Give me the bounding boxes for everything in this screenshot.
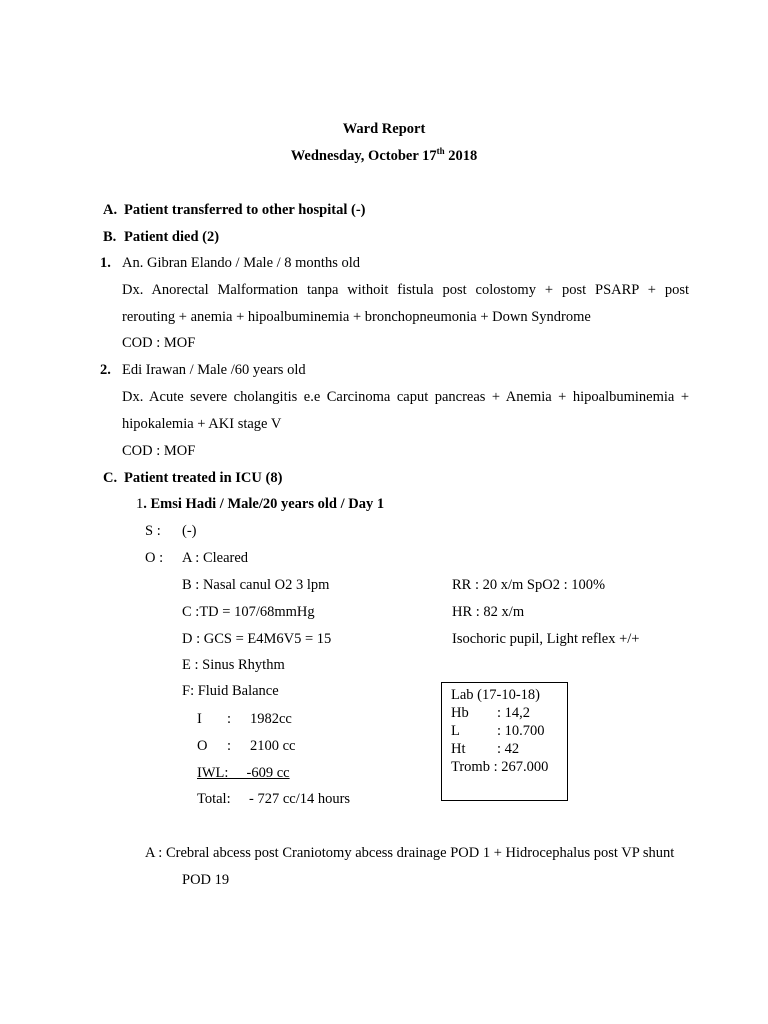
died-2-number: 2. — [100, 362, 111, 378]
fluid-iwl: IWL: -609 cc — [197, 765, 290, 781]
section-b-marker: B. — [103, 229, 117, 245]
icu-1-circulation: C :TD = 107/68mmHg — [182, 604, 315, 620]
report-title: Ward Report — [342, 121, 426, 137]
lab-l-label: L — [451, 723, 460, 739]
lab-title: Lab (17-10-18) — [451, 687, 540, 703]
icu-1-vitals-hr: HR : 82 x/m — [452, 604, 525, 620]
died-2-dx-line1: Dx. Acute severe cholangitis e.e Carcinoma caput pancreas + Anemia + hipoalbuminemia + — [122, 389, 689, 405]
died-2-name: Edi Irawan / Male /60 years old — [122, 362, 306, 378]
lab-hb-value: : 14,2 — [497, 705, 531, 721]
icu-1-assessment-line1: A : Crebral abcess post Craniotomy abcess drainage POD 1 + Hidrocephalus post VP shunt — [145, 845, 675, 861]
section-c-title: Patient treated in ICU (8) — [124, 470, 283, 486]
died-1-cod: COD : MOF — [122, 335, 196, 351]
lab-tromb: Tromb : 267.000 — [451, 759, 549, 775]
lab-ht-value: : 42 — [497, 741, 520, 757]
icu-1-vitals-rr: RR : 20 x/m SpO2 : 100% — [452, 577, 606, 593]
icu-1-o-label: O : — [145, 550, 164, 566]
icu-1-disability: D : GCS = E4M6V5 = 15 — [182, 631, 332, 647]
fluid-total-value: - 727 cc/14 hours — [249, 791, 351, 807]
fluid-output-label: O — [197, 738, 208, 754]
section-b-title: Patient died (2) — [124, 229, 220, 245]
died-1-number: 1. — [100, 255, 111, 271]
died-2-cod: COD : MOF — [122, 443, 196, 459]
fluid-input-colon: : — [227, 711, 232, 727]
icu-1-breathing: B : Nasal canul O2 3 lpm — [182, 577, 330, 593]
died-1-dx-line2: rerouting + anemia + hipoalbuminemia + bronchopneumonia + Down Syndrome — [122, 309, 591, 325]
icu-1-s-value: (-) — [182, 523, 197, 539]
lab-ht-label: Ht — [451, 741, 466, 757]
fluid-output-colon: : — [227, 738, 232, 754]
icu-1-airway: A : Cleared — [182, 550, 249, 566]
section-a-title: Patient transferred to other hospital (-) — [124, 202, 366, 218]
icu-1-pupil: Isochoric pupil, Light reflex +/+ — [452, 631, 640, 647]
fluid-input-label: I — [197, 711, 202, 727]
icu-1-fluid-title: F: Fluid Balance — [182, 683, 279, 699]
fluid-total-label: Total: — [197, 791, 231, 807]
section-a-marker: A. — [103, 202, 118, 218]
icu-1-s-label: S : — [145, 523, 161, 539]
lab-l-value: : 10.700 — [497, 723, 545, 739]
died-2-dx-line2: hipokalemia + AKI stage V — [122, 416, 282, 432]
icu-1-assessment-line2: POD 19 — [182, 872, 230, 888]
report-date: Wednesday, October 17th 2018 — [290, 146, 478, 164]
lab-hb-label: Hb — [451, 705, 469, 721]
died-1-name: An. Gibran Elando / Male / 8 months old — [122, 255, 361, 271]
section-c-marker: C. — [103, 470, 118, 486]
fluid-output-value: 2100 cc — [250, 738, 296, 754]
fluid-input-value: 1982cc — [250, 711, 292, 727]
lab-results-box — [441, 682, 568, 801]
icu-1-title: 1. Emsi Hadi / Male/20 years old / Day 1 — [136, 496, 385, 512]
died-1-dx-line1: Dx. Anorectal Malformation tanpa withoit fistula post colostomy + post PSARP + post — [122, 282, 689, 298]
icu-1-ecg: E : Sinus Rhythm — [182, 657, 285, 673]
